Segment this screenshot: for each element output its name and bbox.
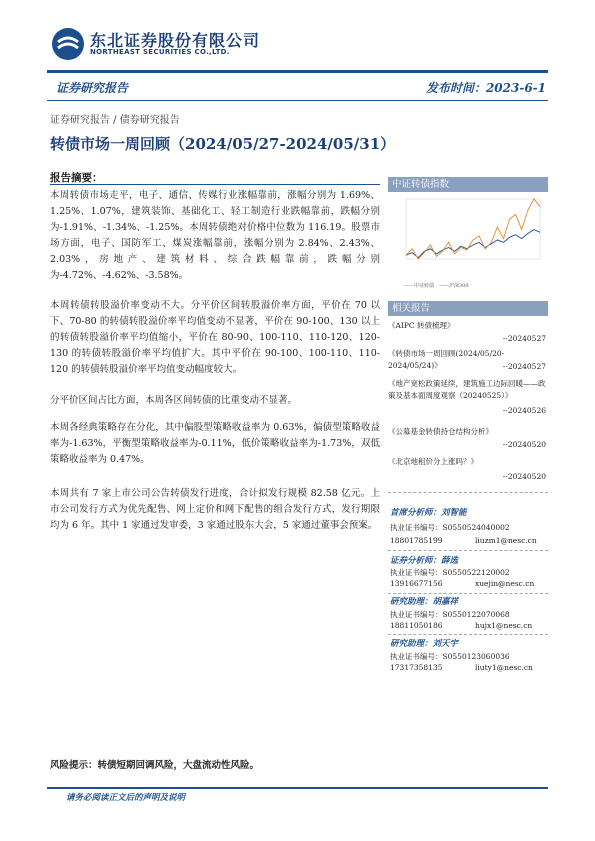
analyst-divider <box>388 593 548 594</box>
summary-paragraph-3: 分平价区间占比方面，本周各区间转债的比重变动不显著。 <box>50 395 298 406</box>
analyst-1-email[interactable]: liuzm1@nesc.cn <box>475 536 537 545</box>
breadcrumb: 证券研究报告 / 债券研究报告 <box>50 115 180 126</box>
summary-paragraph-5: 本周共有 7 家上市公司公告转债发行进度，合计拟发行规模 82.58 亿元。上市公司发行方式为优先配售、网上定价和网下配售的组合发行方式，发行期限均为 6 年。其中 1 家通过发审委，3 家通过股东大会，5 家通过董事会预案。 <box>50 488 380 531</box>
publish-date: 发布时间：2023-6-1 <box>425 81 546 95</box>
risk-warning: 风险提示：转债短期回调风险，大盘流动性风险。 <box>50 760 260 771</box>
related-report-3[interactable]: 《地产宽松政策延续，建筑施工边际回暖——政策及基本面周度观察（20240525）》 <box>388 379 546 400</box>
summary-divider <box>50 184 380 185</box>
analyst-3-email[interactable]: hujx1@nesc.cn <box>475 621 533 630</box>
analyst-3-cert: 执业证书编号：S0550122070068 <box>390 610 510 619</box>
related-report-1[interactable]: 《AIPC 转债梳理》 <box>388 321 455 330</box>
footer-divider <box>47 787 548 789</box>
related-report-5-date: --20240520 <box>502 472 546 481</box>
logo-english-name: NORTHEAST SECURITIES CO.,LTD. <box>90 48 230 56</box>
analyst-4-email[interactable]: liuty1@nesc.cn <box>475 663 533 672</box>
logo-chinese-name: 东北证券股份有限公司 <box>90 31 261 50</box>
analyst-divider <box>388 550 548 551</box>
chart-panel-heading: 中证转债指数 <box>388 177 548 192</box>
company-logo <box>52 26 261 62</box>
summary-paragraph-2: 本周转债转股溢价率变动不大。分平价区间转股溢价率方面，平价在 70 以下、70-80 的转债转股溢价率平均值变动不显著，平价在 90-100、130 以上的转债转股溢价率平均值缩小，平价在 80-90、100-110、110-120、120-130 的转债转股溢价率平均值扩大。其中平价在 90-100、100-110、110-120 的转债转股溢价率平均值变动幅度较大。 <box>50 300 380 375</box>
related-report-1-date: --20240527 <box>502 334 546 343</box>
summary-heading: 报告摘要： <box>50 172 103 184</box>
analyst-2-role: 证券分析师：薛选 <box>390 556 459 566</box>
analyst-2-email[interactable]: xuejin@nesc.cn <box>475 579 535 588</box>
related-report-4-date: --20240520 <box>502 440 546 449</box>
report-type: 证券研究报告 <box>56 81 129 95</box>
disclaimer-note[interactable]: 请务必阅读正文后的声明及说明 <box>66 793 186 803</box>
related-report-5[interactable]: 《北京地租价分上涨吗？》 <box>388 457 478 466</box>
page-title: 转债市场一周回顾（2024/05/27-2024/05/31） <box>50 135 396 153</box>
logo-mark-icon <box>52 28 84 60</box>
analyst-2-cert: 执业证书编号：S0550522120002 <box>390 568 510 577</box>
analyst-3-phone: 18811050186 <box>390 621 443 630</box>
summary-paragraph-1: 本周转债市场走平，电子、通信、传媒行业涨幅靠前，涨幅分别为 1.69%、1.25%、1.07%，建筑装饰、基础化工、轻工制造行业跌幅靠前，跌幅分别为-1.91%、-1.34%、-1.25%。本周转债绝对价格中位数为 116.19。股票市场方面，电子、国防军工、煤炭涨幅靠前，涨幅分别为 2.84%、2.43%、2.03%，房地产、建筑材料、综合跌幅靠前，跌幅分别为-4.72%、-4.62%、-3.58%。 <box>50 190 380 281</box>
chart-series-line-2 <box>406 199 540 259</box>
chart-series-line-1 <box>406 230 540 258</box>
analyst-2-phone: 13916677156 <box>390 579 443 588</box>
related-report-3-date: --20240526 <box>502 406 546 415</box>
related-report-4[interactable]: 《公募基金转债持仓结构分析》 <box>388 427 493 436</box>
analyst-4-phone: 17317358135 <box>390 663 443 672</box>
related-report-2-date: --20240527 <box>502 362 546 371</box>
analyst-divider <box>388 634 548 635</box>
related-heading: 相关报告 <box>388 301 548 316</box>
chart-svg <box>388 193 548 283</box>
related-report-2[interactable]: 《转债市场一周回顾(2024/05/20-2024/05/24)》 <box>388 349 505 370</box>
analyst-4-role: 研究助理：刘天宇 <box>390 639 459 649</box>
analyst-divider <box>388 492 548 493</box>
analyst-1-role: 首席分析师：刘智能 <box>390 508 467 518</box>
analyst-3-role: 研究助理：胡嘉祥 <box>390 597 459 607</box>
summary-paragraph-4: 本周各经典策略存在分化，其中偏股型策略收益率为 0.63%，偏债型策略收益率为-1.63%，平衡型策略收益率为-0.11%，低价策略收益率为-1.73%，双低策略收益率为 0.47%。 <box>50 422 380 465</box>
analyst-4-cert: 执业证书编号：S0550123060036 <box>390 652 510 661</box>
convertible-index-chart <box>388 193 548 293</box>
analyst-1-phone: 18801785199 <box>390 536 443 545</box>
analyst-1-cert: 执业证书编号：S0550524040002 <box>390 523 510 532</box>
chart-legend: ——中证转债 ——沪深300 <box>404 283 469 289</box>
